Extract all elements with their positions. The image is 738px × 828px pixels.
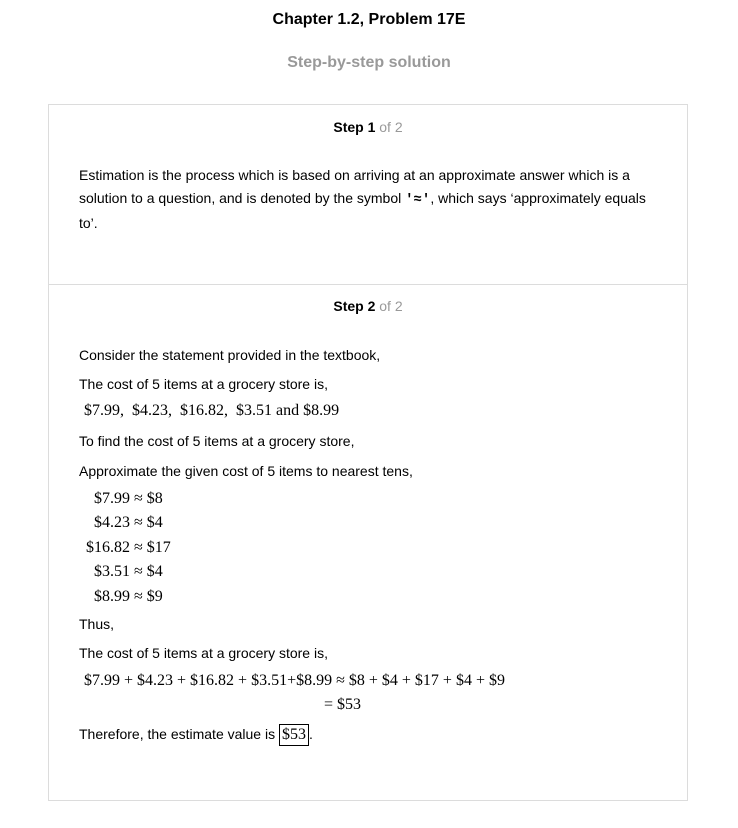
- step-1-text-before: Estimation is the process which is based on arriving at an approximate answer which is a solution to a question, and is denoted by the symbol: [79, 167, 630, 206]
- approximation-row: $4.23 ≈ $4: [94, 514, 163, 531]
- sum-result: = $53: [324, 696, 362, 713]
- solution-card: [48, 104, 688, 801]
- step-1-paragraph: [79, 164, 664, 235]
- approximation-row: $16.82 ≈ $17: [86, 539, 171, 556]
- approx-symbol: '≈': [405, 192, 431, 208]
- page-title: Chapter 1.2, Problem 17E: [272, 11, 466, 28]
- step-2-line-5: The cost of 5 items at a grocery store is,: [79, 645, 328, 661]
- step-2-conclusion: [79, 723, 664, 746]
- step-1: [49, 105, 687, 285]
- conclusion-period: .: [309, 726, 313, 742]
- approximation-row: $7.99 ≈ $8: [94, 490, 163, 507]
- answer-box: $53: [279, 724, 309, 746]
- step-1-header: [49, 119, 687, 135]
- step-2-header: [49, 298, 687, 314]
- approximation-row: $3.51 ≈ $4: [94, 563, 163, 580]
- step-2-thus: Thus,: [79, 616, 115, 632]
- price-list: $7.99, $4.23, $16.82, $3.51 and $8.99: [84, 402, 340, 419]
- step-2-line-4: Approximate the given cost of 5 items to nearest tens,: [79, 463, 413, 479]
- step-2-line-1: Consider the statement provided in the textbook,: [79, 347, 381, 363]
- step-2: [49, 285, 687, 800]
- step-2-label: Step 2: [333, 298, 376, 314]
- step-2-count: of 2: [379, 298, 403, 314]
- step-1-count: of 2: [379, 119, 403, 135]
- step-1-label: Step 1: [333, 119, 376, 135]
- step-2-line-3: To find the cost of 5 items at a grocery store,: [79, 433, 355, 449]
- approximation-row: $8.99 ≈ $9: [94, 588, 163, 605]
- step-1-text-after: , which says ‘approximately equals to’.: [79, 190, 646, 231]
- conclusion-text: Therefore, the estimate value is: [79, 726, 279, 742]
- step-2-line-2: The cost of 5 items at a grocery store is,: [79, 376, 328, 392]
- sum-equation: $7.99 + $4.23 + $16.82 + $3.51+$8.99 ≈ $8 + $4 + $17 + $4 + $9: [84, 672, 505, 689]
- page-subtitle: Step-by-step solution: [287, 54, 451, 71]
